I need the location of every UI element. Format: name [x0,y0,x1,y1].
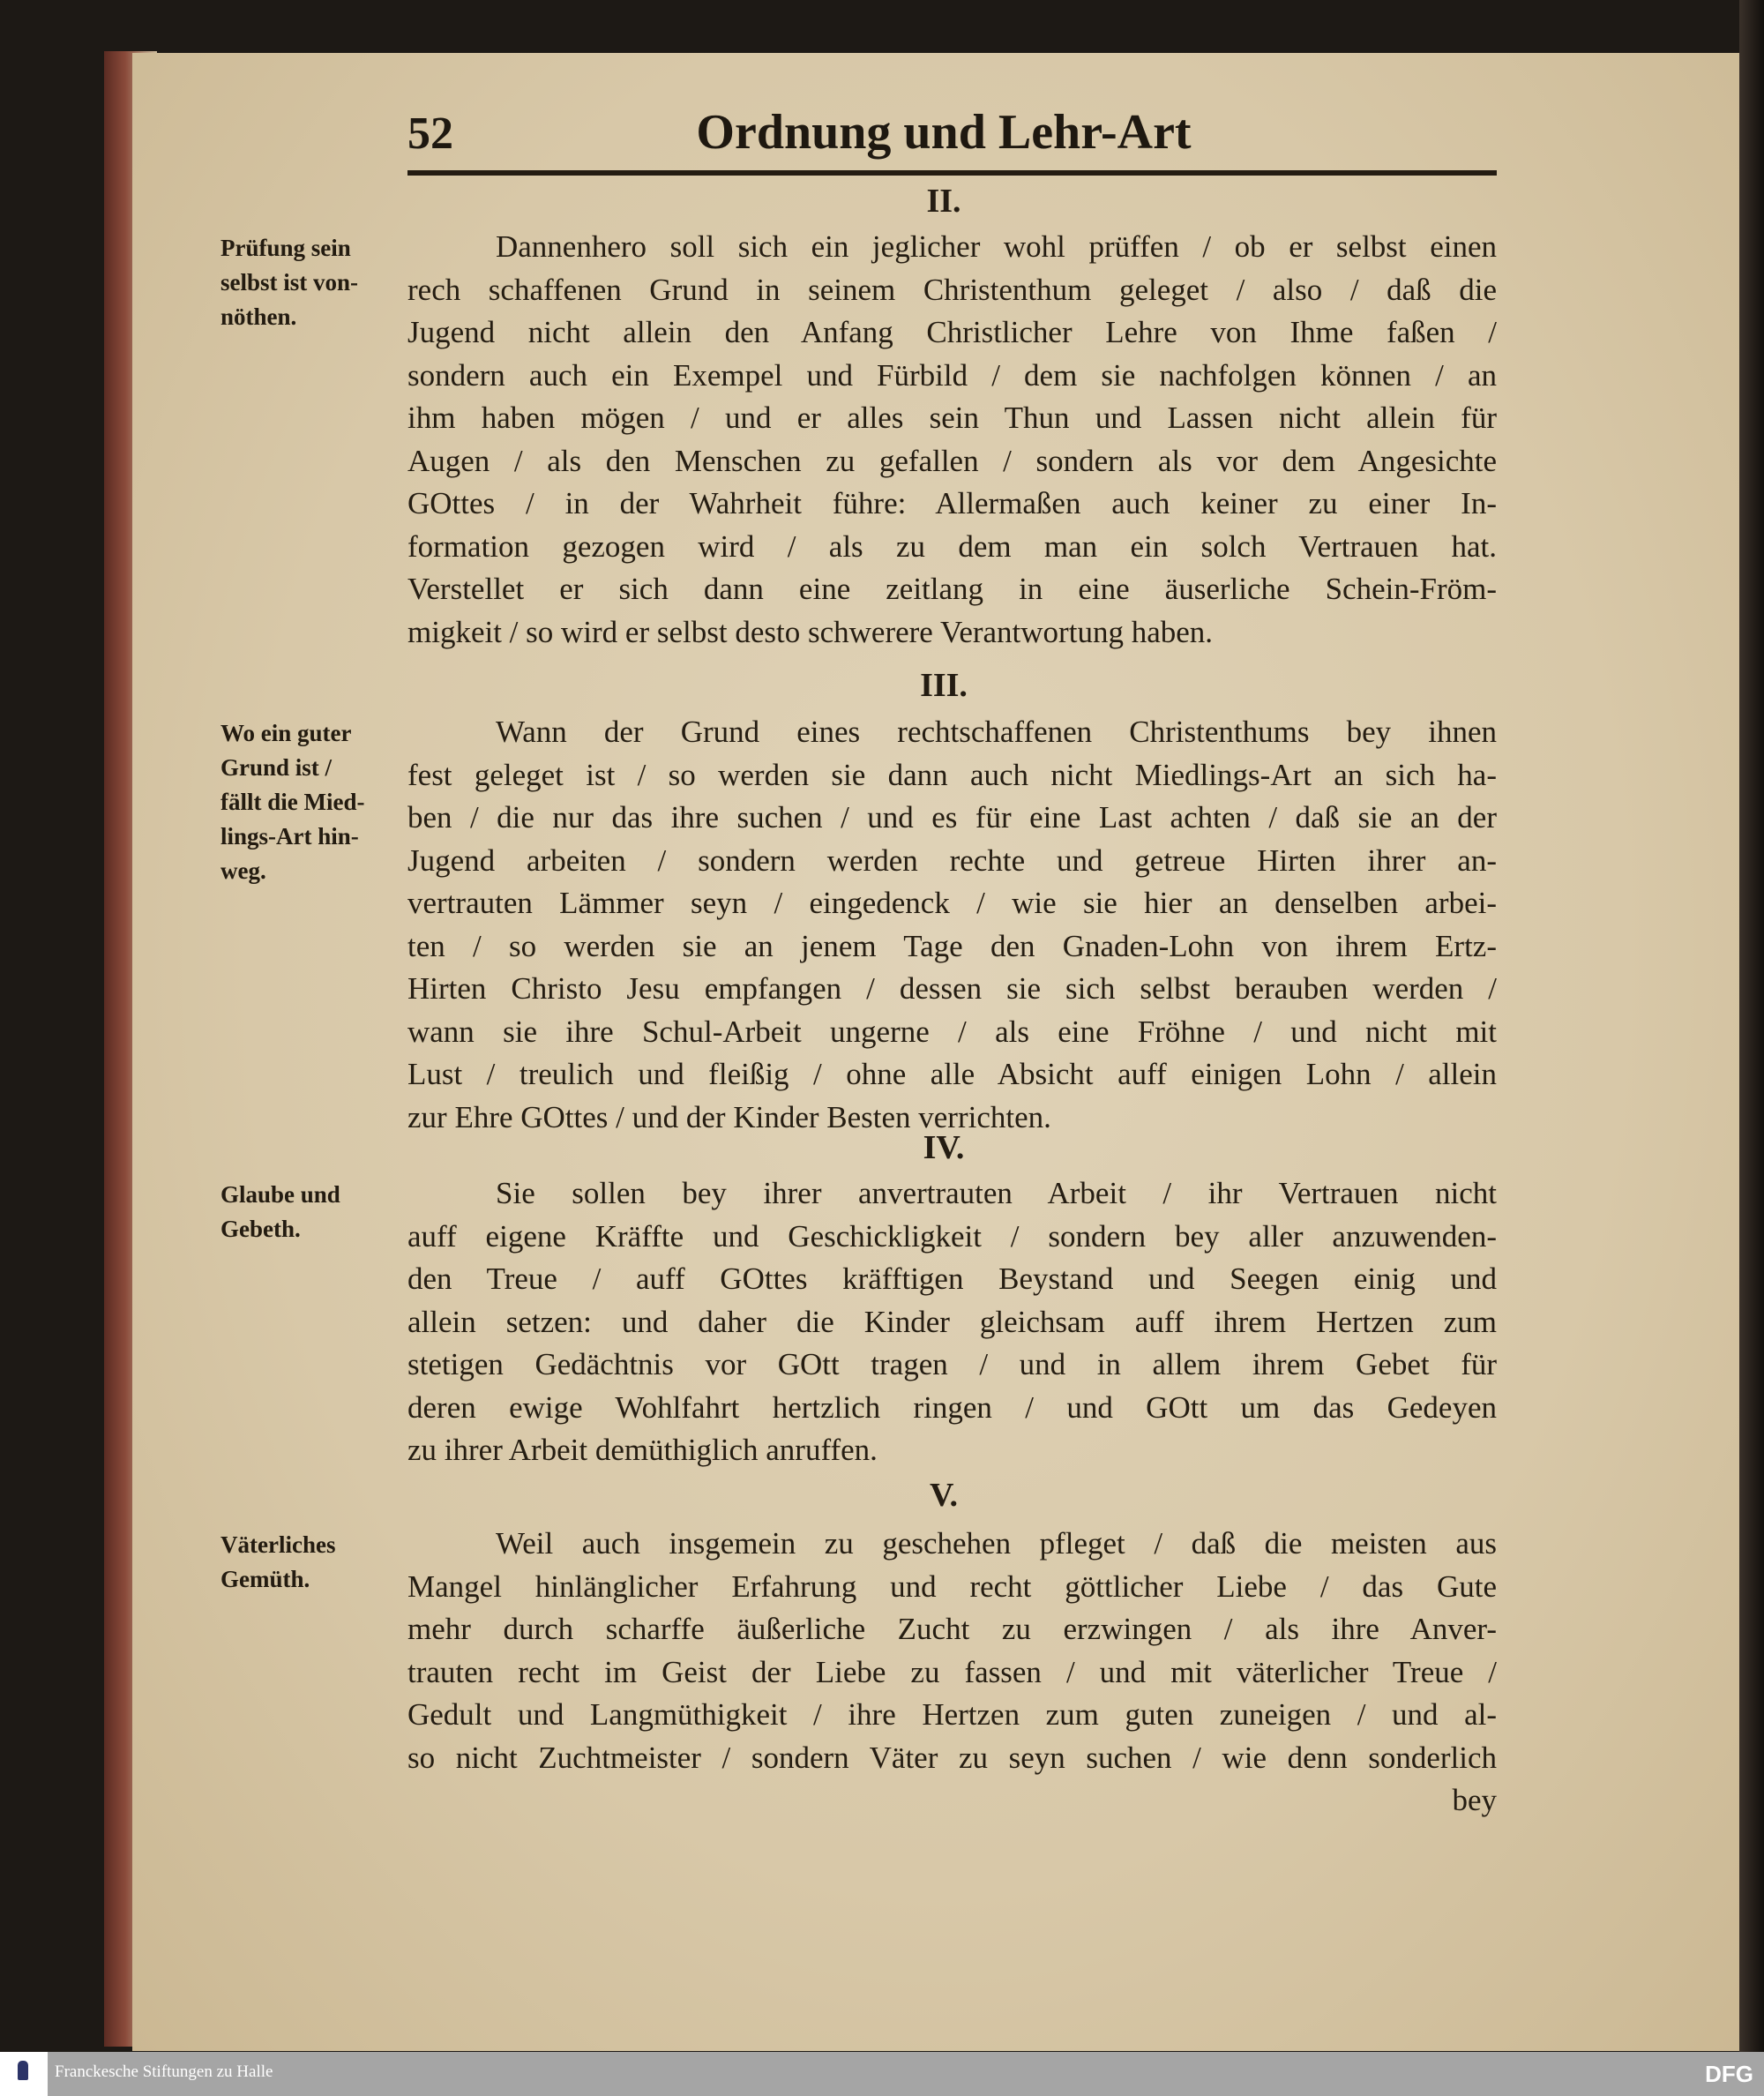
section-numeral: IV. [923,1129,965,1166]
running-title: Ordnung und Lehr-Art [696,105,1192,160]
text-line: vertrauten Lämmer seyn / eingedenck / wie sie hier an denselben arbei- [407,886,1497,920]
margin-note-line: weg. [220,857,266,884]
text-line: Verstellet er sich dann eine zeitlang in eine äuserliche Schein-Fröm- [407,572,1497,606]
margin-note-line: Gemüth. [220,1566,310,1592]
text-line: mehr durch scharffe äußerliche Zucht zu erzwingen / als ihre Anver- [407,1612,1497,1646]
paragraph [407,711,1497,1139]
text-line: ten / so werden sie an jenem Tage den Gnaden-Lohn von ihrem Ertz- [407,928,1497,963]
margin-note [220,1528,397,1597]
text-line: migkeit / so wird er selbst desto schwerere Verantwortung haben. [407,614,1214,649]
text-line: wann sie ihre Schul-Arbeit ungerne / als eine Fröhne / und nicht mit [407,1014,1497,1049]
text-line: sondern auch ein Exempel und Fürbild / dem sie nachfolgen können / an [407,357,1497,393]
paragraph [407,1523,1497,1823]
text-line: zu ihrer Arbeit demüthiglich anruffen. [407,1433,878,1467]
margin-note [220,231,397,334]
text-line: Weil auch insgemein zu geschehen pfleget / daß die meisten aus [496,1526,1497,1561]
margin-note-line: selbst ist von- [220,269,359,296]
text-line: formation gezogen wird / als zu dem man ein solch Vertrauen hat. [407,528,1497,564]
text-line: fest geleget ist / so werden sie dann auch nicht Miedlings-Art an sich ha- [407,757,1497,792]
margin-note-line: nöthen. [220,303,297,330]
margin-note-line: Väterliches [220,1531,336,1558]
margin-note-line: Grund ist / [220,754,333,781]
text-line: Augen / als den Menschen zu gefallen / sondern als vor dem Angesichte [407,443,1497,478]
footer-bar [0,2052,1764,2096]
text-line: Mangel hinlänglicher Erfahrung und recht göttlicher Liebe / das Gute [407,1568,1497,1604]
text-line: Wann der Grund eines rechtschaffenen Christenthums bey ihnen [496,715,1497,749]
margin-note-line: lings-Art hin- [220,823,359,850]
header-rule [407,170,1497,176]
institution-name: Franckesche Stiftungen zu Halle [55,2062,273,2081]
paragraph [407,226,1497,654]
section-numeral: II. [926,183,961,220]
margin-note-line: Prüfung sein [220,235,351,261]
margin-note [220,1178,397,1246]
text-line: Hirten Christo Jesu empfangen / dessen sie sich selbst berauben werden / [407,971,1497,1006]
text-line: ihm haben mögen / und er alles sein Thun und Lassen nicht allein für [407,400,1497,435]
catchword: bey [1452,1783,1497,1817]
text-line: rech schaffenen Grund in seinem Christenthum geleget / also / daß die [407,272,1497,307]
text-line: Gedult und Langmüthigkeit / ihre Hertzen zum guten zuneigen / und al- [407,1697,1497,1732]
text-line: trauten recht im Geist der Liebe zu fassen / und mit väterlicher Treue / [407,1654,1497,1689]
margin-note-line: Glaube und [220,1181,340,1208]
book-spine [1739,0,1764,2052]
margin-note-line: fällt die Mied- [220,789,365,815]
text-line: Sie sollen bey ihrer anvertrauten Arbeit / ihr Vertrauen nicht [496,1176,1497,1210]
dfg-logo: DFG [1705,2061,1753,2087]
text-line: stetigen Gedächtnis vor GOtt tragen / und in allem ihrem Gebet für [407,1347,1497,1381]
text-line: Jugend nicht allein den Anfang Christlicher Lehre von Ihme faßen / [407,315,1497,349]
text-line: Dannenhero soll sich ein jeglicher wohl prüffen / ob er selbst einen [496,229,1497,264]
section-numeral: V. [929,1477,959,1514]
text-line: Lust / treulich und fleißig / ohne alle Absicht auff einigen Lohn / allein [407,1057,1497,1091]
text-line: auff eigene Kräffte und Geschickligkeit / sondern bey aller anzuwenden- [407,1218,1497,1254]
text-line: den Treue / auff GOttes kräfftigen Beystand und Seegen einig und [407,1261,1497,1296]
text-line: GOttes / in der Wahrheit führe: Allermaßen auch keiner zu einer In- [407,486,1497,520]
text-line: allein setzen: und daher die Kinder gleichsam auff ihrem Hertzen zum [407,1304,1497,1339]
text-line: zur Ehre GOttes / und der Kinder Besten verrichten. [407,1099,1051,1134]
institution-logo-icon [0,2052,48,2096]
text-line: so nicht Zuchtmeister / sondern Väter zu seyn suchen / wie denn sonderlich [407,1740,1497,1775]
text-line: deren ewige Wohlfahrt hertzlich ringen / und GOtt um das Gedeyen [407,1389,1497,1425]
page-number: 52 [407,109,453,159]
margin-note [220,716,397,888]
text-line: ben / die nur das ihre suchen / und es für eine Last achten / daß sie an der [407,800,1497,835]
paragraph [407,1172,1497,1472]
margin-note-line: Wo ein guter [220,720,352,746]
margin-note-line: Gebeth. [220,1216,301,1242]
section-numeral: III. [920,667,968,704]
text-line: Jugend arbeiten / sondern werden rechte und getreue Hirten ihrer an- [407,842,1497,878]
